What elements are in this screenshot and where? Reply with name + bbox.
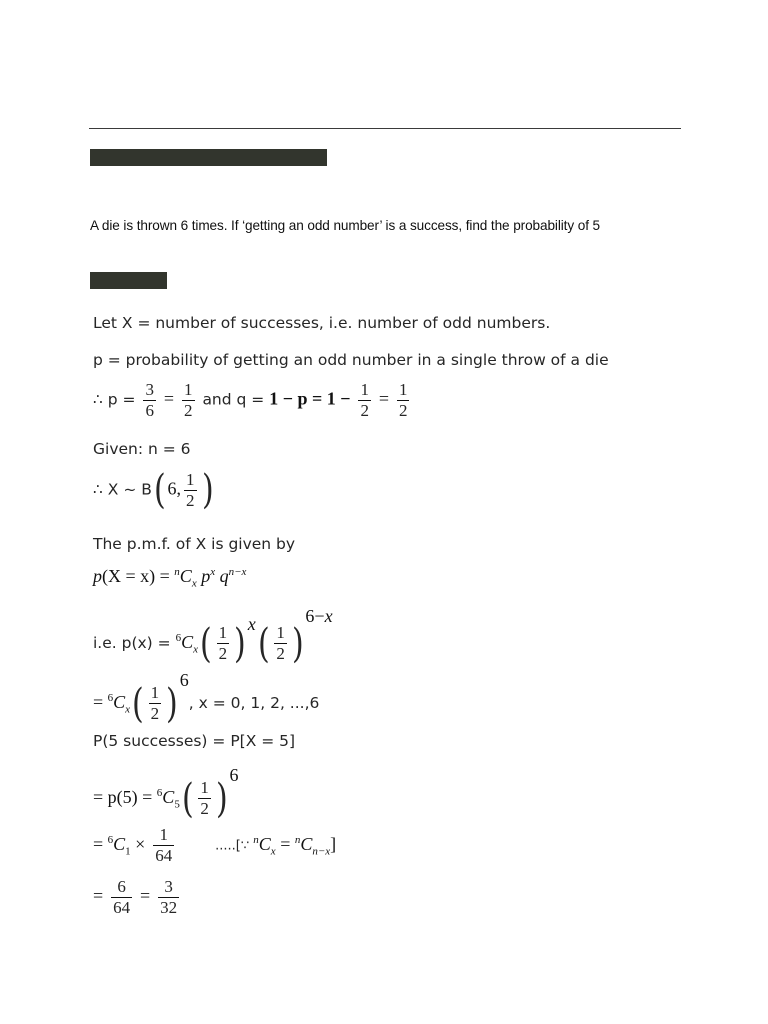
therefore-p-label: ∴ p = <box>93 390 141 409</box>
solution-line-9: = $^6C_x$( $\frac{1}{2}$ )$^6$, x = 0, 1, 2, ...,6 <box>93 670 320 727</box>
redacted-solution-label <box>90 272 167 289</box>
solution-line-1: Let X = number of successes, i.e. number of odd numbers. <box>93 314 551 332</box>
fraction-1-64: $\frac{1}{64}$ <box>155 825 173 865</box>
fraction-1-2: $\frac{1}{2}$ <box>184 380 193 420</box>
solution-line-2: p = probability of getting an odd number in a single throw of a die <box>93 351 609 369</box>
solution-line-8: i.e. $p(x) = ^6C_x$( $\frac{1}{2}$ ) $^x$( $\frac{1}{2}$ )$^{6-x}$ <box>93 606 333 667</box>
redacted-heading-bar <box>90 149 327 166</box>
solution-line-13: = $\frac{6}{64}$ = $\frac{3}{32}$ <box>93 877 178 917</box>
solution-line-11: = $p(5) = ^6C_5$( $\frac{1}{2}$ )$^6$ <box>93 765 239 822</box>
solution-line-7: $p(X = x) = ^nC_x$ $p^x$ $q^{n-x}$ <box>93 566 247 590</box>
fraction-1-2f: $\frac{1}{2}$ <box>276 623 285 663</box>
question-text: A die is thrown 6 times. If ‘getting an odd number’ is a success, find the probability of 5 <box>90 218 601 233</box>
fraction-6-64: $\frac{6}{64}$ <box>113 877 131 917</box>
solution-line-10: P(5 successes) = P[X = 5] <box>93 732 296 750</box>
and-q-label: and q = <box>202 390 270 409</box>
fraction-1-2c: $\frac{1}{2}$ <box>398 380 408 420</box>
solution-line-12: = $^6C_1$ × $\frac{1}{64}$ .....[∵ $^nC_x = ^nC_{n-x}$] <box>93 825 337 865</box>
x-range-text: , x = 0, 1, 2, ...,6 <box>188 694 320 712</box>
fraction-3-6: $\frac{3}{6}$ <box>145 380 154 420</box>
note-text: .....[∵ <box>215 838 254 854</box>
fraction-1-2e: $\frac{1}{2}$ <box>218 623 228 663</box>
solution-line-3: ∴ p = $\frac{3}{6}$ = $\frac{1}{2}$ and q = 1 − p = 1 − $\frac{1}{2}$ = $\frac{1}{2}$ <box>93 380 408 420</box>
fraction-1-2h: $\frac{1}{2}$ <box>200 778 209 818</box>
solution-line-4: Given: n = 6 <box>93 440 191 458</box>
binomial-label: ∴ X ~ B <box>93 480 152 499</box>
top-divider <box>89 128 681 129</box>
ie-px-label: i.e. p(x) = <box>93 634 176 652</box>
fraction-1-2g: $\frac{1}{2}$ <box>150 683 160 723</box>
solution-line-6: The p.m.f. of X is given by <box>93 535 296 553</box>
solution-line-5: ∴ X ~ B( 6, $\frac{1}{2}$ ) <box>93 467 214 514</box>
fraction-1-2d: $\frac{1}{2}$ <box>186 470 195 510</box>
p5-label: = p(5) = <box>93 787 157 807</box>
fraction-3-32: $\frac{3}{32}$ <box>160 877 178 917</box>
fraction-1-2b: $\frac{1}{2}$ <box>360 380 369 420</box>
